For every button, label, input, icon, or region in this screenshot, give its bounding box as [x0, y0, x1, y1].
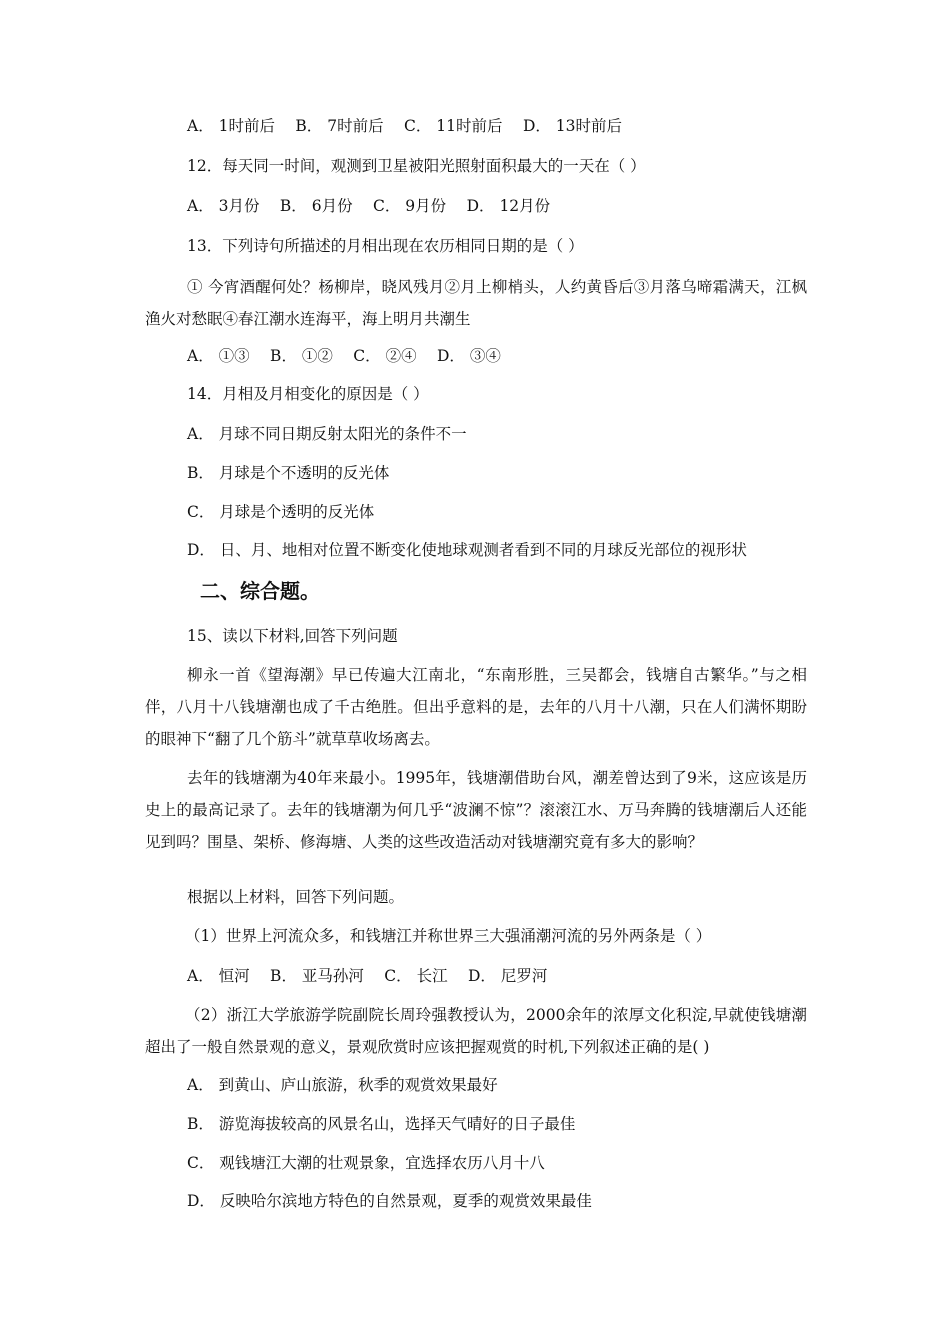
sub2-option-a: A． 到黄山、庐山旅游，秋季的观赏效果最好 — [187, 1076, 498, 1094]
q15-stem: 15、读以下材料,回答下列问题 — [187, 627, 398, 645]
material-paragraph-3: 根据以上材料，回答下列问题。 — [187, 888, 405, 906]
q11-options: A． 1时前后 B． 7时前后 C． 11时前后 D． 13时前后 — [187, 117, 623, 135]
q12-stem: 12．每天同一时间，观测到卫星被阳光照射面积最大的一天在（ ） — [187, 157, 646, 175]
q13-poems: ① 今宵酒醒何处？杨柳岸，晓风残月②月上柳梢头，人约黄昏后③月落乌啼霜满天，江枫渔火对愁眠④春江潮水连海平，海上明月共潮生 — [145, 278, 807, 328]
q13-stem: 13．下列诗句所描述的月相出现在农历相同日期的是（ ） — [187, 237, 584, 255]
material-paragraph-2: 去年的钱塘潮为40年来最小。1995年，钱塘潮借助台风，潮差曾达到了9米，这应该是历史上的最高记录了。去年的钱塘潮为何几乎“波澜不惊”？滚滚江水、万马奔腾的钱塘潮后人还能见到吗？围垦、架桥、修海塘、人类的这些改造活动对钱塘潮究竟有多大的影响？ — [145, 769, 807, 851]
q12-options: A． 3月份 B． 6月份 C． 9月份 D． 12月份 — [187, 197, 551, 215]
q14-option-b: B． 月球是个不透明的反光体 — [187, 464, 390, 482]
q13-options: A． ①③ B． ①② C． ②④ D． ③④ — [187, 347, 501, 365]
q14-stem: 14．月相及月相变化的原因是（ ） — [187, 385, 429, 403]
sub1-options: A． 恒河 B． 亚马孙河 C． 长江 D． 尼罗河 — [187, 967, 548, 985]
q14-option-a: A． 月球不同日期反射太阳光的条件不一 — [187, 425, 467, 443]
sub2-stem: （2）浙江大学旅游学院副院长周玲强教授认为，2000余年的浓厚文化积淀,早就使钱塘潮超出了一般自然景观的意义，景观欣赏时应该把握观赏的时机,下列叙述正确的是( ) — [145, 1006, 807, 1056]
sub2-option-b: B． 游览海拔较高的风景名山，选择天气晴好的日子最佳 — [187, 1115, 576, 1133]
section-heading: 二、综合题。 — [200, 579, 320, 603]
sub2-option-c: C． 观钱塘江大潮的壮观景象，宜选择农历八月十八 — [187, 1154, 545, 1172]
sub2-option-d: D． 反映哈尔滨地方特色的自然景观，夏季的观赏效果最佳 — [187, 1192, 592, 1210]
q14-option-c: C． 月球是个透明的反光体 — [187, 503, 375, 521]
sub1-stem: （1）世界上河流众多，和钱塘江并称世界三大强涌潮河流的另外两条是（ ） — [185, 927, 712, 945]
material-paragraph-1: 柳永一首《望海潮》早已传遍大江南北，“东南形胜，三吴都会，钱塘自古繁华。”与之相伴，八月十八钱塘潮也成了千古绝胜。但出乎意料的是，去年的八月十八潮，只在人们满怀期盼的眼神下“翻了几个筋斗”就草草收场离去。 — [145, 666, 807, 748]
q14-option-d: D． 日、月、地相对位置不断变化使地球观测者看到不同的月球反光部位的视形状 — [187, 541, 747, 559]
